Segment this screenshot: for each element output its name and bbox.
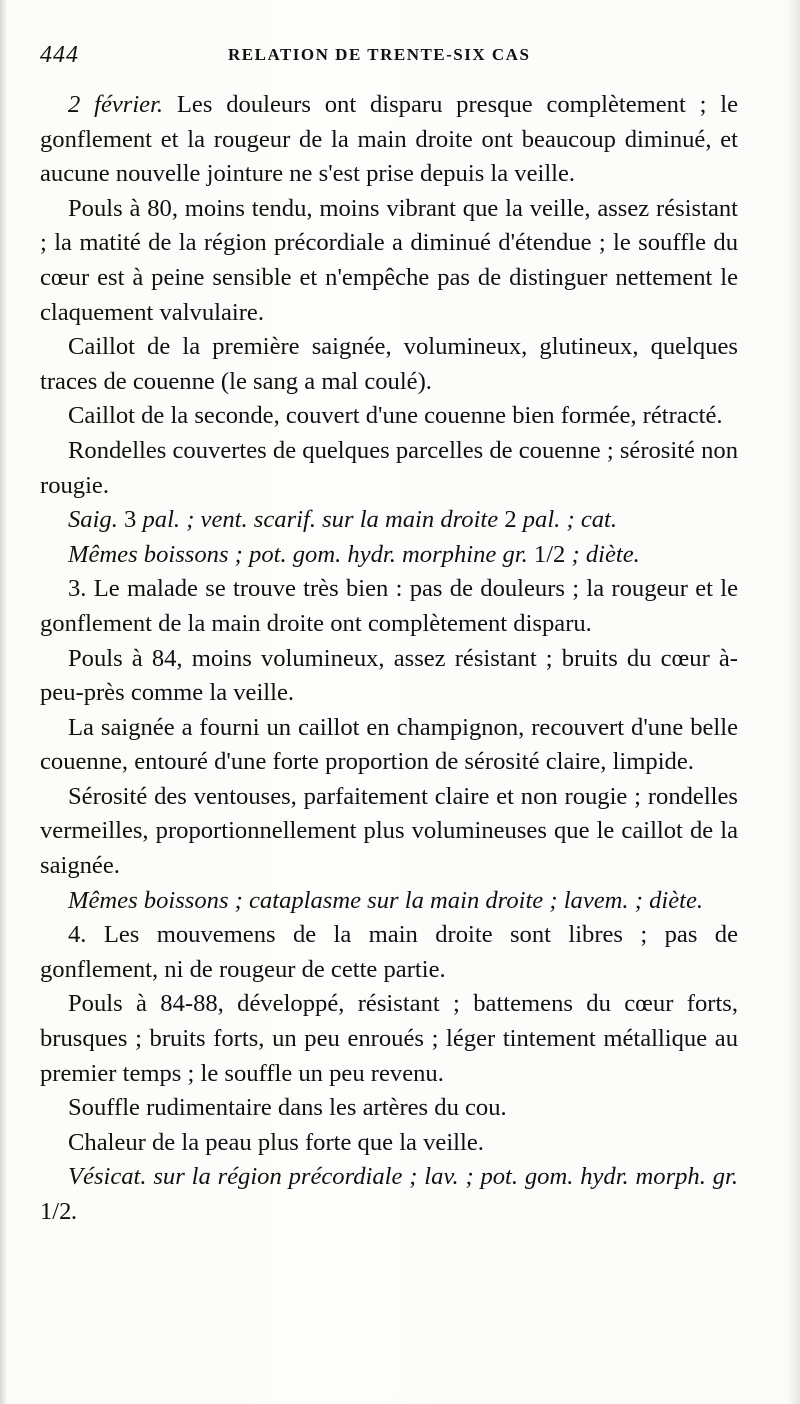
rx-text: ; diète.	[565, 540, 640, 568]
rx-text: .	[71, 1198, 78, 1225]
paragraph-text: Les douleurs ont disparu presque complètement ; le gonflement et la rougeur de la main droite ont beaucoup diminué, et aucune nouvelle jointure ne s'est prise depuis la veille.	[40, 91, 738, 188]
rx-number: 1/2	[40, 1198, 72, 1225]
date-label: 2 février.	[68, 91, 164, 118]
prescription-line-3	[40, 884, 738, 919]
rx-text: pal. ; cat.	[516, 506, 618, 534]
paragraph-feb-2	[40, 88, 738, 192]
rx-text: Vésicat. sur la région précordiale ; lav. ; pot. gom. hydr. morph. gr.	[68, 1163, 738, 1191]
paragraph-saignee: La saignée a fourni un caillot en champignon, recouvert d'une belle couenne, entouré d'une forte proportion de sérosité claire, limpide.	[40, 713, 738, 776]
paragraph-first-clot: Caillot de la première saignée, volumineux, glutineux, quelques traces de couenne (le sang a mal coulé).	[40, 333, 738, 395]
paragraph-souffle: Souffle rudimentaire dans les artères du cou.	[68, 1094, 507, 1122]
rx-text: Saig.	[68, 506, 125, 534]
prescription-line-2	[40, 538, 738, 573]
rx-text: Mêmes boissons ; pot. gom. hydr. morphine gr.	[68, 540, 534, 568]
paragraph-pulse-84-88: Pouls à 84-88, développé, résistant ; battemens du cœur forts, brusques ; bruits forts, un peu enroués ; léger tintement métallique au premier temps ; le souffle un peu revenu.	[40, 990, 738, 1087]
page-header	[40, 42, 740, 72]
paragraph-serosite: Sérosité des ventouses, parfaitement claire et non rougie ; rondelles vermeilles, proportionnellement plus volumineuses que le caillot de la saignée.	[40, 782, 738, 880]
paragraph-rondelles: Rondelles couvertes de quelques parcelles de couenne ; sérosité non rougie.	[40, 436, 738, 499]
paragraph-day-3: 3. Le malade se trouve très bien : pas de douleurs ; la rougeur et le gonflement de la main droite ont complètement disparu.	[40, 575, 738, 637]
page-right-edge	[786, 0, 800, 1404]
rx-number: 1/2	[533, 540, 566, 568]
paragraph-day-4: 4. Les mouvemens de la main droite sont libres ; pas de gonflement, ni de rougeur de cette partie.	[40, 921, 738, 983]
running-title: RELATION DE TRENTE-SIX CAS	[228, 45, 531, 64]
paragraph-pulse-84: Pouls à 84, moins volumineux, assez résistant ; bruits du cœur à-peu-près comme la veille.	[40, 644, 738, 707]
prescription-line-4	[40, 1160, 738, 1229]
page-number: 444	[40, 42, 79, 68]
paragraph-chaleur: Chaleur de la peau plus forte que la veille.	[68, 1128, 484, 1156]
body-text	[40, 88, 738, 1230]
rx-number: 3	[124, 506, 137, 534]
page-left-edge	[0, 0, 8, 1404]
prescription-line-1	[40, 503, 738, 538]
paragraph-second-clot: Caillot de la seconde, couvert d'une couenne bien formée, rétracté.	[68, 402, 723, 430]
rx-text: Mêmes boissons ; cataplasme sur la main droite ; lavem. ; diète.	[68, 886, 704, 914]
paragraph-pulse-80: Pouls à 80, moins tendu, moins vibrant que la veille, assez résistant ; la matité de la région précordiale a diminué d'étendue ; le souffle du cœur est à peine sensible et n'empêche pas de distinguer nettement le claquement valvulaire.	[40, 194, 738, 326]
rx-number: 2	[504, 506, 517, 534]
rx-text: pal. ; vent. scarif. sur la main droite	[136, 506, 505, 534]
